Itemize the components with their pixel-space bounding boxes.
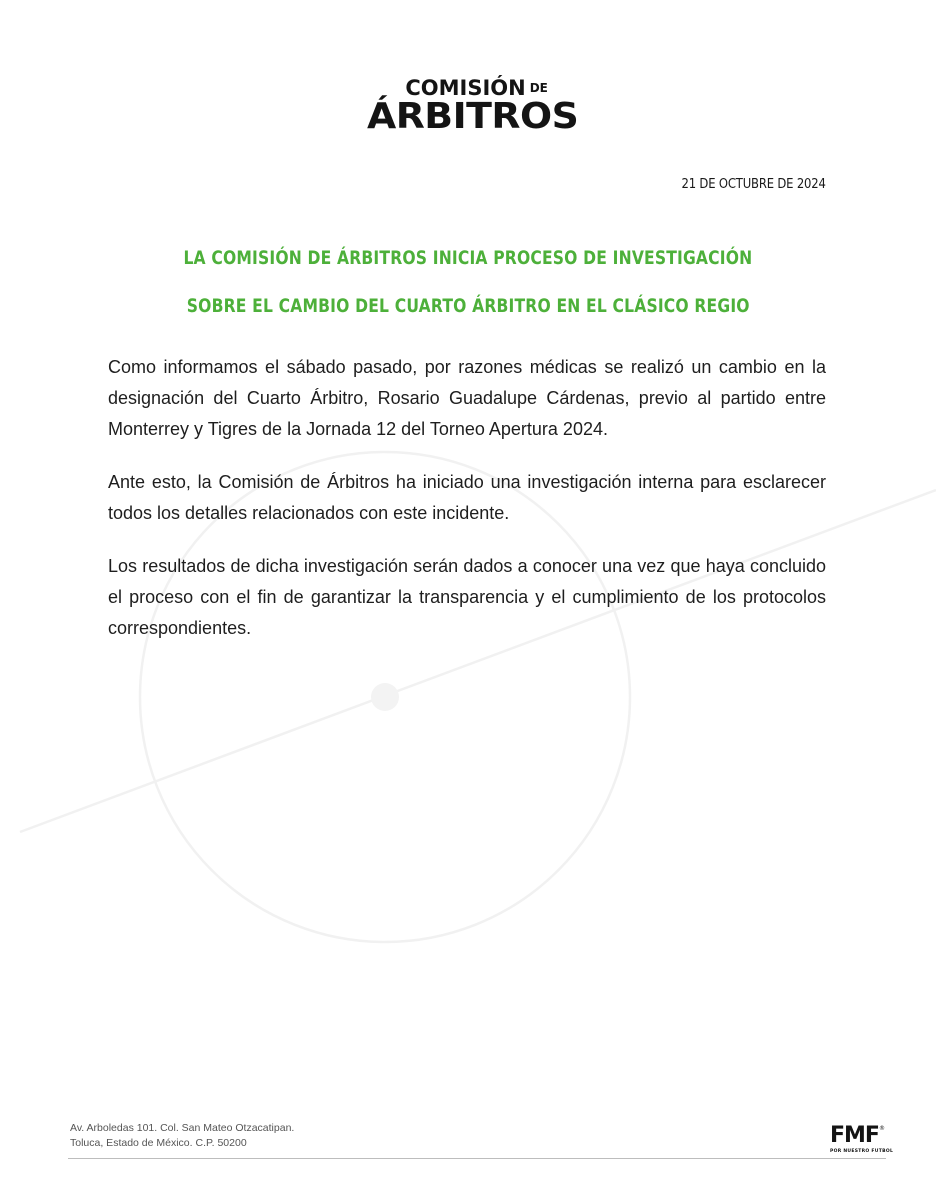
headline-line-2: SOBRE EL CAMBIO DEL CUARTO ÁRBITRO EN EL CLÁSICO REGIO bbox=[186, 295, 750, 317]
fmf-logo-text: FMF bbox=[830, 1123, 879, 1148]
fmf-logo bbox=[830, 1118, 894, 1154]
release-date: 21 DE OCTUBRE DE 2024 bbox=[681, 176, 826, 192]
footer-divider bbox=[68, 1158, 886, 1159]
paragraph: Los resultados de dicha investigación serán dados a conocer una vez que haya concluido el proceso con el fin de garantizar la transparencia y el cumplimiento de los protocolos correspondientes. bbox=[108, 556, 826, 638]
release-body bbox=[108, 352, 826, 666]
paragraph: Como informamos el sábado pasado, por razones médicas se realizó un cambio en la designación del Cuarto Árbitro, Rosario Guadalupe Cárdenas, previo al partido entre Monterrey y Tigres de la Jornada 12 del Torneo Apertura 2024. bbox=[108, 357, 826, 439]
address-line-2: Toluca, Estado de México. C.P. 50200 bbox=[70, 1137, 247, 1149]
address-line-1: Av. Arboledas 101. Col. San Mateo Otzacatipan. bbox=[70, 1122, 295, 1134]
paragraph: Ante esto, la Comisión de Árbitros ha iniciado una investigación interna para esclarecer todos los detalles relacionados con este incidente. bbox=[108, 472, 826, 523]
fmf-tagline: POR NUESTRO FUTBOL bbox=[830, 1149, 894, 1154]
footer-address bbox=[70, 1121, 294, 1151]
logo-word-de: DE bbox=[529, 81, 548, 95]
comision-arbitros-logo bbox=[0, 78, 936, 135]
center-spot bbox=[371, 683, 399, 711]
fmf-registered-mark: ® bbox=[878, 1125, 885, 1132]
logo-word-arbitros: ÁRBITROS bbox=[367, 96, 579, 137]
logo-word-comision: COMISIÓN bbox=[405, 76, 526, 100]
headline-line-1: LA COMISIÓN DE ÁRBITROS INICIA PROCESO DE INVESTIGACIÓN bbox=[183, 247, 753, 269]
